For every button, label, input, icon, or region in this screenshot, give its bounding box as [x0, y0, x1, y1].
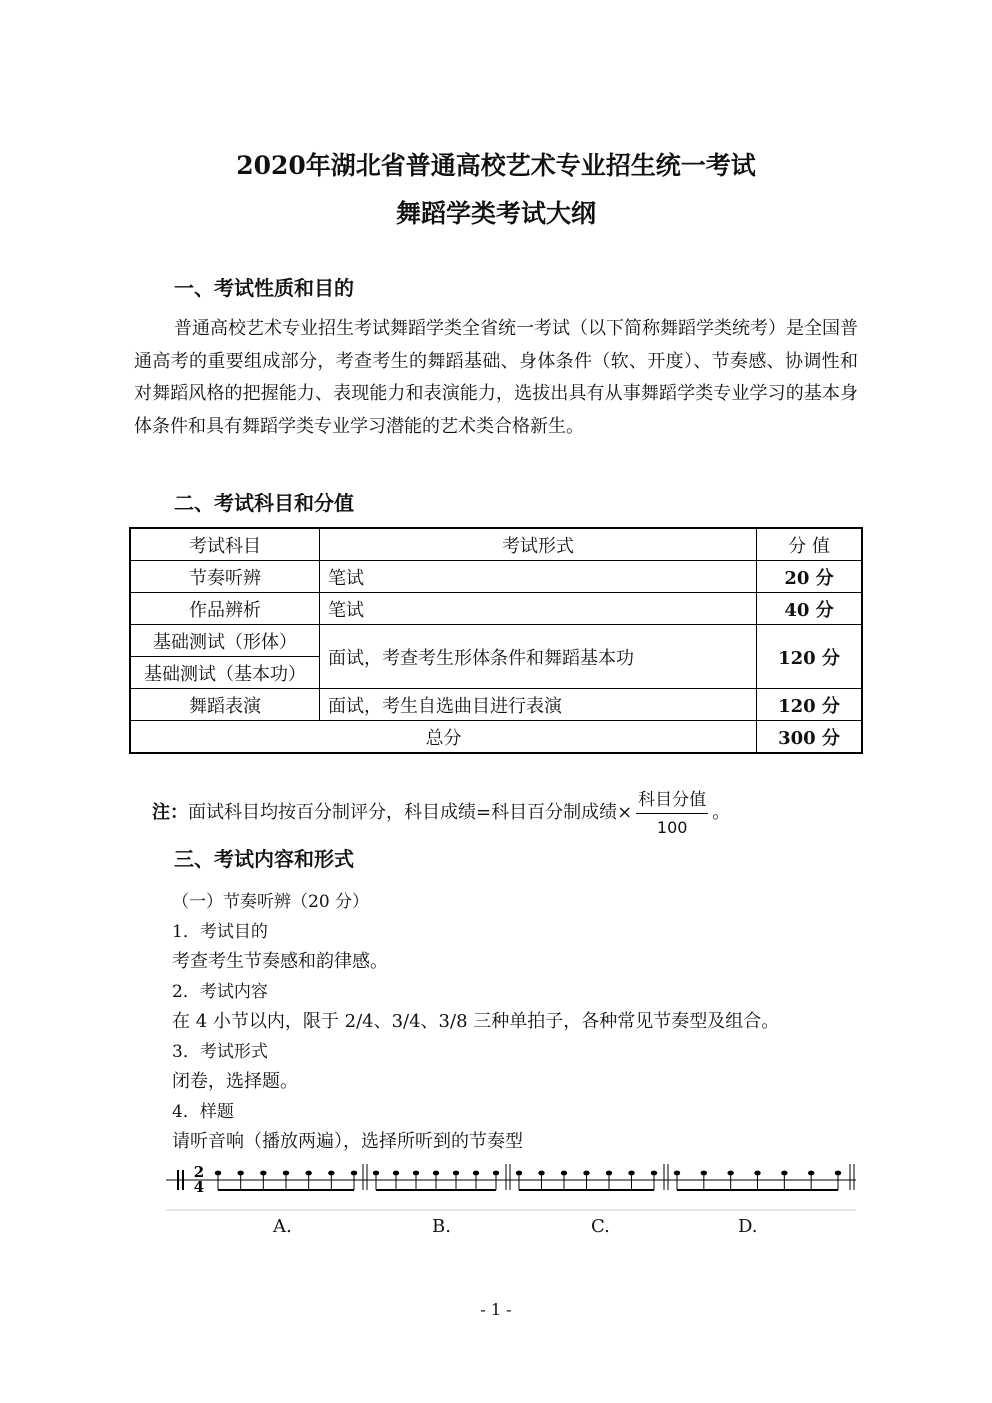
document-subtitle: 舞蹈学类考试大纲: [395, 199, 596, 228]
time-signature-bottom: 4: [193, 1178, 205, 1196]
table-row: [130, 689, 862, 721]
table-cell-subject: 作品辨析: [130, 593, 320, 625]
exam-table: [129, 527, 863, 754]
fraction-numerator: 科目分值: [636, 785, 708, 814]
option-d: D.: [738, 1216, 758, 1237]
fraction-denominator: 100: [656, 818, 688, 837]
table-cell-score: 40 分: [757, 593, 863, 625]
note-end: 。: [712, 802, 731, 823]
time-signature-top: 2: [193, 1163, 205, 1181]
section3-heading: 三、考试内容和形式: [174, 847, 354, 871]
table-header-cell: 分 值: [757, 528, 863, 561]
table-cell-form: 面试，考生自选曲目进行表演: [320, 689, 757, 721]
table-cell-subject: 节奏听辨: [130, 561, 320, 593]
table-row: [130, 561, 862, 593]
rhythm-notation: [166, 1162, 858, 1222]
document-title: 2020年湖北省普通高校艺术专业招生统一考试: [236, 151, 756, 180]
table-row: [130, 625, 862, 657]
table-cell-subject: 基础测试（基本功）: [130, 657, 320, 689]
section1-heading: 一、考试性质和目的: [174, 276, 354, 300]
option-c: C.: [591, 1216, 610, 1237]
item-label: 3．考试形式: [172, 1042, 268, 1062]
score-note: [152, 785, 730, 837]
table-cell-form: 笔试: [320, 561, 757, 593]
table-cell-subject: 舞蹈表演: [130, 689, 320, 721]
item-text: 请听音响（播放两遍），选择所听到的节奏型: [172, 1131, 523, 1152]
page-number: - 1 -: [480, 1300, 512, 1319]
table-cell-form: 笔试: [320, 593, 757, 625]
table-header-row: [130, 528, 862, 561]
table-total-row: [130, 721, 862, 754]
item-label: 2．考试内容: [172, 982, 268, 1002]
item-text: 闭卷，选择题。: [172, 1071, 298, 1092]
section1-body-text: 普通高校艺术专业招生考试舞蹈学类全省统一考试（以下简称舞蹈学类统考）是全国普通高考的重要组成部分，考查考生的舞蹈基础、身体条件（软、开度）、节奏感、协调性和对舞蹈风格的把握能力、表现能力和表演能力，选拔出具有从事舞蹈学类专业学习的基本身体条件和具有舞蹈学类专业学习潜能的艺术类合格新生。: [134, 318, 858, 437]
table-header-cell: 考试科目: [130, 528, 320, 561]
item-text: 在 4 小节以内，限于 2/4、3/4、3/8 三种单拍子，各种常见节奏型及组合。: [172, 1011, 780, 1032]
option-b: B.: [432, 1216, 451, 1237]
table-cell-score: 120 分: [757, 689, 863, 721]
subsection-heading: （一）节奏听辨（20 分）: [172, 892, 370, 912]
score-fraction: [636, 785, 708, 837]
section1-body: [134, 313, 858, 443]
note-text: 面试科目均按百分制评分，科目成绩=科目百分制成绩×: [188, 802, 633, 823]
item-label: 4．样题: [172, 1102, 234, 1122]
item-text: 考查考生节奏感和韵律感。: [172, 951, 388, 972]
table-total-score: 300 分: [757, 721, 863, 754]
option-a: A.: [273, 1216, 292, 1237]
table-header-cell: 考试形式: [320, 528, 757, 561]
item-label: 1．考试目的: [172, 922, 268, 942]
table-total-label: 总分: [130, 721, 757, 754]
section2-heading: 二、考试科目和分值: [174, 491, 354, 515]
table-cell-subject: 基础测试（形体）: [130, 625, 320, 657]
table-row: [130, 593, 862, 625]
table-cell-score: 20 分: [757, 561, 863, 593]
note-label: 注：: [152, 802, 188, 823]
table-cell-form: 面试，考查考生形体条件和舞蹈基本功: [320, 625, 757, 689]
table-cell-score: 120 分: [757, 625, 863, 689]
